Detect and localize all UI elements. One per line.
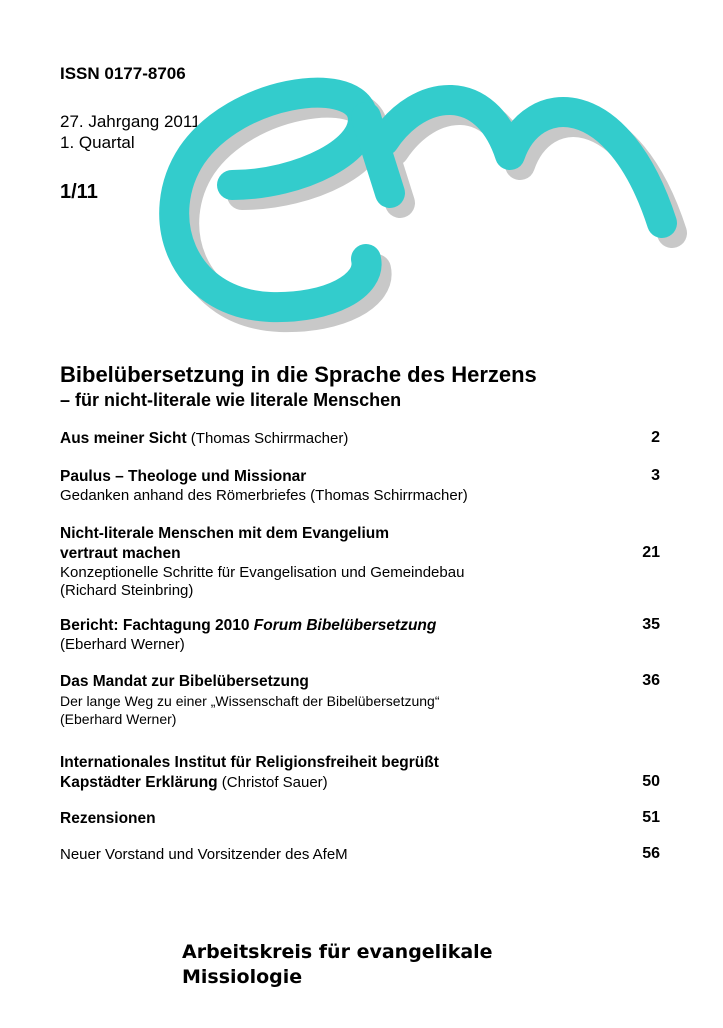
toc-page: 56 (642, 845, 660, 862)
toc-entry (60, 467, 660, 505)
main-subtitle: – für nicht-literale wie literale Menschen (60, 390, 402, 410)
main-title: Bibelübersetzung in die Sprache des Herzens (60, 362, 537, 387)
toc-title-cont: Kapstädter Erklärung (60, 774, 218, 791)
toc-page: 2 (651, 429, 660, 446)
toc-page: 36 (642, 672, 660, 689)
em-logo (150, 55, 710, 345)
toc-entry (60, 524, 660, 600)
toc-author: (Eberhard Werner) (60, 711, 177, 727)
toc-author: (Thomas Schirrmacher) (186, 430, 349, 447)
issue-number: 1/11 (60, 181, 98, 203)
toc-title: Rezensionen (60, 810, 156, 827)
toc-entry (60, 753, 660, 793)
toc-title: Bericht: Fachtagung 2010 (60, 617, 254, 634)
toc-page: 50 (642, 773, 660, 790)
toc-entry (60, 616, 660, 654)
toc-page: 21 (642, 544, 660, 561)
toc-subtitle: Gedanken anhand des Römerbriefes (Thomas Schirrmacher) (60, 487, 468, 504)
quarter-line: 1. Quartal (60, 133, 135, 152)
toc-subtitle: Der lange Weg zu einer „Wissenschaft der Bibelübersetzung“ (60, 693, 440, 709)
toc-entry (60, 672, 660, 728)
issn: ISSN 0177-8706 (60, 64, 186, 83)
toc-author: (Richard Steinbring) (60, 582, 194, 599)
publisher-line-2: Missiologie (182, 966, 303, 988)
toc-entry (60, 845, 660, 865)
toc-title: Das Mandat zur Bibelübersetzung (60, 673, 309, 690)
publisher (182, 940, 493, 990)
toc-title: Nicht-literale Menschen mit dem Evangelium (60, 525, 390, 542)
toc-title: Internationales Institut für Religionsfreiheit begrüßt (60, 754, 439, 771)
toc-author: (Eberhard Werner) (60, 636, 185, 653)
toc-title: Aus meiner Sicht (60, 430, 187, 447)
toc-entry (60, 429, 660, 449)
toc-entry (60, 809, 660, 829)
toc-page: 51 (642, 809, 660, 826)
toc-page: 35 (642, 616, 660, 633)
publisher-line-1: Arbeitskreis für evangelikale (182, 941, 493, 963)
toc-page: 3 (651, 467, 660, 484)
toc-title-italic: Forum Bibelübersetzung (253, 617, 437, 634)
toc-title: Neuer Vorstand und Vorsitzender des AfeM (60, 846, 348, 863)
toc-title: Paulus – Theologe und Missionar (60, 468, 307, 485)
year-line: 27. Jahrgang 2011 (60, 112, 201, 131)
toc-title-cont: vertraut machen (60, 545, 181, 562)
toc-author: (Christof Sauer) (217, 774, 328, 791)
toc-subtitle: Konzeptionelle Schritte für Evangelisation und Gemeindebau (60, 564, 465, 581)
